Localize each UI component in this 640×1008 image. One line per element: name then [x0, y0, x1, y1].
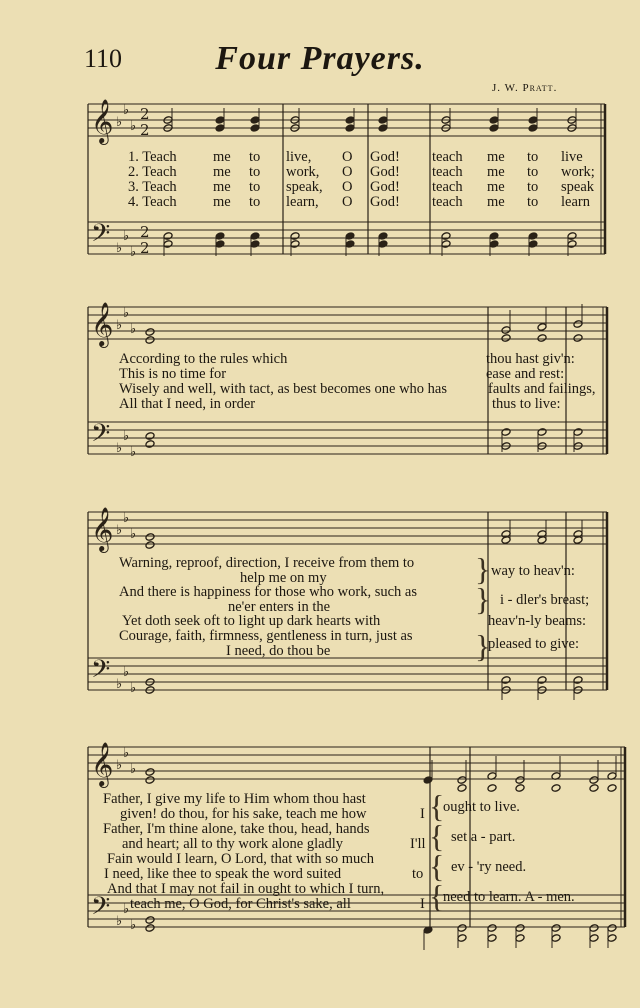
verse-word: God!: [370, 194, 400, 210]
flat-sign: ♭: [130, 119, 137, 134]
flat-sign: ♭: [123, 902, 130, 917]
note-head: [528, 124, 538, 133]
verse-word: God!: [370, 179, 400, 195]
note-head: [145, 533, 155, 542]
verse-line-word: I: [420, 896, 425, 912]
verse-line-end: thus to live:: [492, 396, 561, 412]
verse-word: to: [249, 149, 261, 165]
verse-word: O: [342, 179, 353, 195]
note-head: [215, 116, 225, 125]
note-head: [487, 934, 497, 943]
verse-word: God!: [370, 164, 400, 180]
note-head: [501, 428, 511, 437]
verse-word: me: [213, 164, 231, 180]
note-head: [345, 116, 355, 125]
verse-word: learn,: [286, 194, 319, 210]
note-head: [457, 934, 467, 943]
verse-word: to: [527, 179, 539, 195]
note-head: [250, 240, 260, 249]
flat-sign: ♭: [116, 441, 123, 456]
flat-sign: ♭: [130, 762, 137, 777]
note-head: [145, 432, 155, 441]
verse-line-end: need to learn. A - men.: [443, 889, 575, 905]
verse-word: me: [487, 179, 505, 195]
verse-word: teach: [432, 149, 463, 165]
note-head: [215, 240, 225, 249]
lyric-brace: {: [429, 818, 445, 854]
verse-word: me: [213, 149, 231, 165]
verse-word: me: [213, 179, 231, 195]
verse-word: 1. Teach: [128, 149, 177, 165]
flat-sign: ♭: [116, 758, 123, 773]
treble-clef: 𝄞: [91, 742, 114, 786]
note-head: [573, 334, 583, 343]
verse-word: speak: [561, 179, 595, 195]
note-head: [537, 323, 547, 332]
verse-line: All that I need, in order: [119, 396, 256, 412]
flat-sign: ♭: [130, 245, 137, 260]
flat-sign: ♭: [123, 103, 130, 118]
note-head: [567, 232, 577, 241]
verse-line-word: I'll: [410, 836, 426, 852]
verse-line: This is no time for: [119, 366, 227, 382]
verse-line-word: to: [412, 866, 424, 882]
note-head: [250, 116, 260, 125]
verse-line-cont: help me on my: [240, 570, 327, 586]
note-head: [457, 784, 467, 793]
note-head: [537, 428, 547, 437]
verse-word: to: [527, 164, 539, 180]
time-signature-bottom: 2: [140, 121, 150, 139]
verse-word: to: [249, 179, 261, 195]
note-head: [378, 240, 388, 249]
note-head: [290, 232, 300, 241]
note-head: [145, 924, 155, 933]
lyric-brace: }: [475, 581, 491, 617]
verse-word: 3. Teach: [128, 179, 177, 195]
flat-sign: ♭: [116, 318, 123, 333]
verse-word: 4. Teach: [128, 194, 177, 210]
note-head: [145, 776, 155, 785]
note-head: [378, 124, 388, 133]
note-head: [501, 676, 511, 685]
verse-word: learn: [561, 194, 590, 210]
bass-clef: 𝄢: [91, 419, 111, 454]
note-head: [250, 124, 260, 133]
flat-sign: ♭: [130, 918, 137, 933]
verse-word: work;: [561, 164, 595, 180]
note-head: [589, 934, 599, 943]
note-head: [145, 541, 155, 550]
verse-line: And that I may not fail in ought to which I turn,: [107, 881, 385, 897]
verse-line-end: set a - part.: [451, 829, 516, 845]
note-head: [567, 240, 577, 249]
verse-word: God!: [370, 149, 400, 165]
verse-line-end: i - dler's breast;: [500, 592, 590, 608]
note-head: [515, 784, 525, 793]
flat-sign: ♭: [116, 241, 123, 256]
verse-word: teach: [432, 164, 463, 180]
note-head: [489, 116, 499, 125]
note-head: [345, 124, 355, 133]
note-head: [489, 240, 499, 249]
flat-sign: ♭: [123, 511, 130, 526]
verse-word: live,: [286, 149, 312, 165]
note-head: [163, 240, 173, 249]
note-head: [515, 934, 525, 943]
verse-line-cont: teach me, O God, for Christ's sake, all: [130, 896, 351, 912]
flat-sign: ♭: [130, 322, 137, 337]
verse-word: me: [213, 194, 231, 210]
lyric-brace: {: [429, 878, 445, 914]
verse-line-word: I: [420, 806, 425, 822]
note-head: [551, 784, 561, 793]
note-head: [423, 776, 433, 785]
note-head: [378, 116, 388, 125]
verse-line: Father, I give my life to Him whom thou hast: [103, 791, 366, 807]
flat-sign: ♭: [123, 229, 130, 244]
flat-sign: ♭: [123, 746, 130, 761]
note-head: [573, 428, 583, 437]
note-head: [607, 934, 617, 943]
verse-line: Father, I'm thine alone, take thou, head, hands: [103, 821, 370, 837]
flat-sign: ♭: [123, 665, 130, 680]
treble-clef: 𝄞: [91, 507, 114, 551]
note-head: [345, 232, 355, 241]
flat-sign: ♭: [130, 681, 137, 696]
verse-word: to: [249, 194, 261, 210]
verse-line-end: ev - 'ry need.: [451, 859, 527, 875]
note-head: [145, 440, 155, 449]
time-signature-bottom: 2: [140, 239, 150, 257]
verse-line-end: ought to live.: [443, 799, 520, 815]
verse-word: O: [342, 164, 353, 180]
lyric-brace: }: [475, 551, 491, 587]
lyric-brace: {: [429, 848, 445, 884]
verse-line: Warning, reproof, direction, I receive from them to: [119, 555, 415, 571]
note-head: [537, 676, 547, 685]
verse-line: Courage, faith, firmness, gentleness in turn, just as: [119, 628, 413, 644]
flat-sign: ♭: [116, 677, 123, 692]
verse-word: me: [487, 164, 505, 180]
verse-line-cont: given! do thou, for his sake, teach me how: [120, 806, 367, 822]
verse-line-end: heav'n-ly beams:: [488, 613, 587, 629]
note-head: [515, 924, 525, 933]
verse-word: to: [249, 164, 261, 180]
note-head: [551, 934, 561, 943]
verse-line-end: way to heav'n:: [491, 563, 575, 579]
note-head: [607, 924, 617, 933]
verse-word: me: [487, 149, 505, 165]
verse-line: And there is happiness for those who work, such as: [119, 584, 418, 600]
note-head: [528, 232, 538, 241]
note-head: [573, 320, 583, 329]
verse-line: Fain would I learn, O Lord, that with so much: [107, 851, 374, 867]
verse-line: According to the rules which: [119, 351, 288, 367]
treble-clef: 𝄞: [91, 99, 114, 143]
verse-word: teach: [432, 194, 463, 210]
verse-line-end: faults and failings,: [488, 381, 596, 397]
note-head: [515, 776, 525, 785]
verse-word: to: [527, 194, 539, 210]
hymn-title: Four Prayers.: [215, 40, 425, 77]
verse-line: Yet doth seek oft to light up dark hearts with: [122, 613, 381, 629]
note-head: [528, 116, 538, 125]
verse-word: O: [342, 149, 353, 165]
verse-line-end: ease and rest:: [486, 366, 565, 382]
time-signature-top: 2: [140, 223, 150, 241]
note-head: [145, 336, 155, 345]
verse-line-end: pleased to give:: [488, 636, 580, 652]
flat-sign: ♭: [130, 527, 137, 542]
bass-clef: 𝄢: [91, 892, 111, 927]
note-head: [487, 784, 497, 793]
note-head: [589, 924, 599, 933]
verse-word: 2. Teach: [128, 164, 177, 180]
verse-line-end: thou hast giv'n:: [486, 351, 575, 367]
note-head: [345, 240, 355, 249]
verse-line-cont: I need, do thou be: [226, 643, 331, 659]
bass-clef: 𝄢: [91, 219, 111, 254]
note-head: [551, 924, 561, 933]
note-head: [589, 776, 599, 785]
bass-clef: 𝄢: [91, 655, 111, 690]
note-head: [145, 916, 155, 925]
composer-credit: J. W. Pratt.: [492, 82, 558, 94]
note-head: [145, 768, 155, 777]
verse-word: speak,: [286, 179, 323, 195]
verse-word: me: [487, 194, 505, 210]
note-head: [250, 232, 260, 241]
note-head: [215, 124, 225, 133]
note-head: [573, 676, 583, 685]
note-head: [145, 328, 155, 337]
note-head: [215, 232, 225, 241]
lyric-brace: {: [429, 788, 445, 824]
treble-clef: 𝄞: [91, 302, 114, 346]
verse-line-cont: ne'er enters in the: [228, 599, 331, 615]
verse-word: teach: [432, 179, 463, 195]
verse-line-cont: I need, like thee to speak the word suited: [104, 866, 342, 882]
note-head: [501, 326, 511, 335]
flat-sign: ♭: [130, 445, 137, 460]
lyric-brace: }: [475, 628, 491, 664]
verse-word: live: [561, 149, 583, 165]
note-head: [163, 232, 173, 241]
page-number: 110: [84, 44, 123, 73]
verse-word: work,: [286, 164, 320, 180]
flat-sign: ♭: [116, 523, 123, 538]
note-head: [457, 776, 467, 785]
note-head: [607, 784, 617, 793]
note-head: [501, 334, 511, 343]
verse-word: to: [527, 149, 539, 165]
time-signature-top: 2: [140, 105, 150, 123]
flat-sign: ♭: [123, 429, 130, 444]
verse-line: Wisely and well, with tact, as best becomes one who has: [119, 381, 447, 397]
flat-sign: ♭: [116, 115, 123, 130]
note-head: [528, 240, 538, 249]
note-head: [441, 240, 451, 249]
note-head: [487, 924, 497, 933]
note-head: [290, 240, 300, 249]
note-head: [589, 784, 599, 793]
note-head: [489, 124, 499, 133]
flat-sign: ♭: [123, 306, 130, 321]
note-head: [441, 232, 451, 241]
note-head: [489, 232, 499, 241]
note-head: [457, 924, 467, 933]
flat-sign: ♭: [116, 914, 123, 929]
verse-line-cont: and heart; all to thy work alone gladly: [122, 836, 344, 852]
verse-word: O: [342, 194, 353, 210]
note-head: [537, 334, 547, 343]
note-head: [378, 232, 388, 241]
